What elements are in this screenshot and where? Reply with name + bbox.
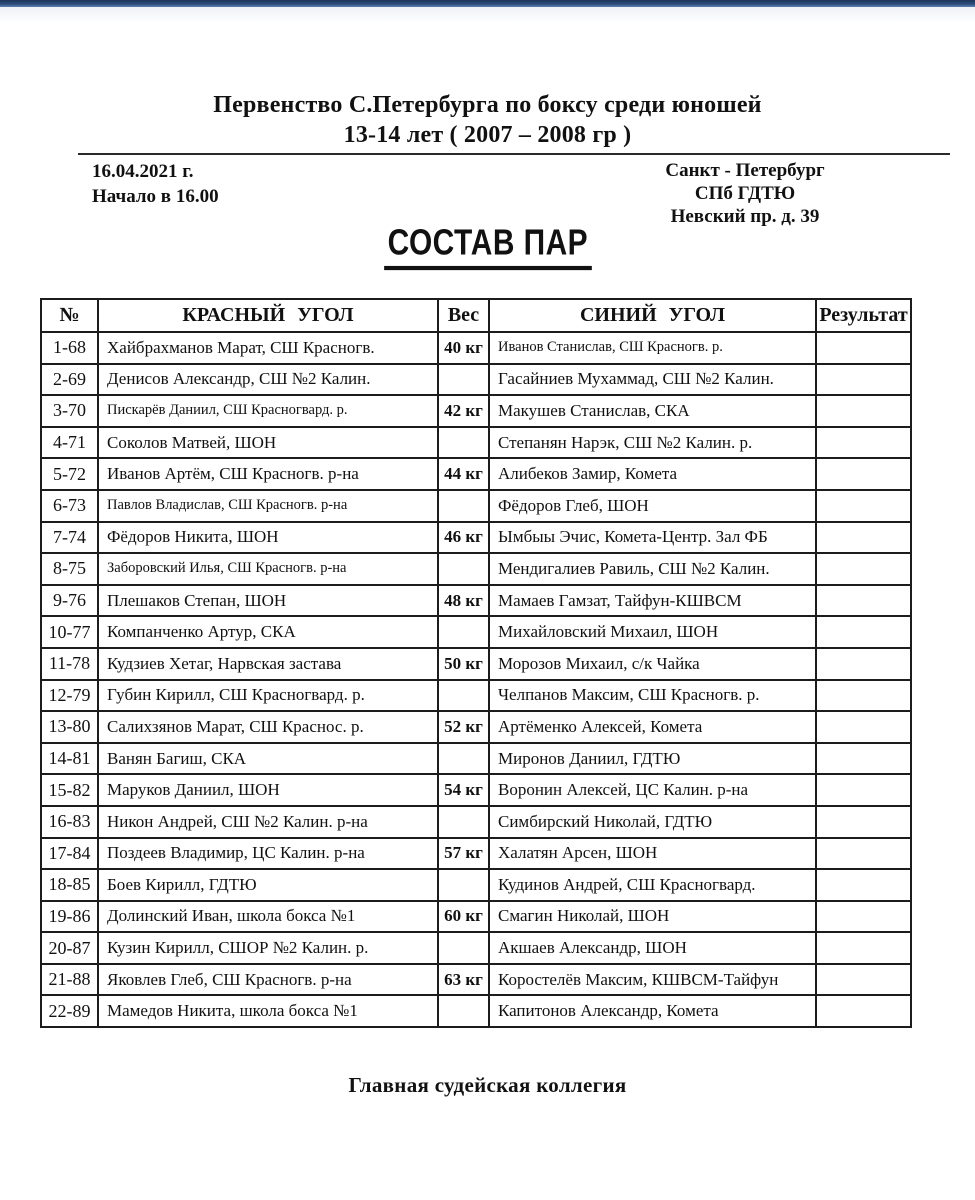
- top-bar-shadow: [0, 7, 975, 23]
- table-row: [41, 458, 911, 490]
- window-top-bar: [0, 0, 975, 7]
- title-line-1: Первенство С.Петербурга по боксу среди юношей: [213, 92, 762, 118]
- column-header-blue-corner: СИНИЙ УГОЛ: [489, 299, 816, 332]
- result-cell: [816, 680, 911, 712]
- red-corner-boxer: Пискарёв Даниил, СШ Красногвард. р.: [98, 395, 438, 427]
- pair-number: 17-84: [41, 838, 98, 870]
- red-corner-boxer: Плешаков Степан, ШОН: [98, 585, 438, 617]
- table-row: [41, 585, 911, 617]
- result-cell: [816, 458, 911, 490]
- weight-class: 44 кг: [438, 458, 489, 490]
- weight-class: 63 кг: [438, 964, 489, 996]
- table-row: [41, 774, 911, 806]
- blue-corner-boxer: Иванов Станислав, СШ Красногв. р.: [489, 332, 816, 364]
- result-cell: [816, 806, 911, 838]
- weight-class: [438, 995, 489, 1027]
- result-cell: [816, 743, 911, 775]
- pair-number: 4-71: [41, 427, 98, 459]
- result-cell: [816, 616, 911, 648]
- table-row: [41, 364, 911, 396]
- result-cell: [816, 711, 911, 743]
- weight-class: 60 кг: [438, 901, 489, 933]
- table-row: [41, 522, 911, 554]
- column-header-weight: Вес: [438, 299, 489, 332]
- result-cell: [816, 995, 911, 1027]
- result-cell: [816, 522, 911, 554]
- table-row: [41, 490, 911, 522]
- table-row: [41, 932, 911, 964]
- weight-class: 48 кг: [438, 585, 489, 617]
- pair-number: 12-79: [41, 680, 98, 712]
- red-corner-boxer: Боев Кирилл, ГДТЮ: [98, 869, 438, 901]
- pair-number: 20-87: [41, 932, 98, 964]
- table-row: [41, 743, 911, 775]
- pair-number: 14-81: [41, 743, 98, 775]
- result-cell: [816, 964, 911, 996]
- table-row: [41, 616, 911, 648]
- column-header-result: Результат: [816, 299, 911, 332]
- blue-corner-boxer: Фёдоров Глеб, ШОН: [489, 490, 816, 522]
- red-corner-boxer: Денисов Александр, СШ №2 Калин.: [98, 364, 438, 396]
- red-corner-boxer: Яковлев Глеб, СШ Красногв. р-на: [98, 964, 438, 996]
- blue-corner-boxer: Воронин Алексей, ЦС Калин. р-на: [489, 774, 816, 806]
- blue-corner-boxer: Акшаев Александр, ШОН: [489, 932, 816, 964]
- pair-number: 18-85: [41, 869, 98, 901]
- table-row: [41, 332, 911, 364]
- weight-class: [438, 680, 489, 712]
- weight-class: [438, 869, 489, 901]
- table-row: [41, 553, 911, 585]
- red-corner-boxer: Иванов Артём, СШ Красногв. р-на: [98, 458, 438, 490]
- result-cell: [816, 838, 911, 870]
- pair-number: 1-68: [41, 332, 98, 364]
- weight-class: 57 кг: [438, 838, 489, 870]
- pairs-table-body: [41, 332, 911, 1027]
- red-corner-boxer: Долинский Иван, школа бокса №1: [98, 901, 438, 933]
- blue-corner-boxer: Гасайниев Мухаммад, СШ №2 Калин.: [489, 364, 816, 396]
- red-corner-boxer: Заборовский Илья, СШ Красногв. р-на: [98, 553, 438, 585]
- weight-class: 54 кг: [438, 774, 489, 806]
- document-title: [0, 90, 975, 150]
- result-cell: [816, 901, 911, 933]
- pair-number: 8-75: [41, 553, 98, 585]
- blue-corner-boxer: Коростелёв Максим, КШВСМ-Тайфун: [489, 964, 816, 996]
- pair-number: 22-89: [41, 995, 98, 1027]
- column-header-number: №: [41, 299, 98, 332]
- weight-class: [438, 743, 489, 775]
- pair-number: 13-80: [41, 711, 98, 743]
- result-cell: [816, 364, 911, 396]
- pair-number: 9-76: [41, 585, 98, 617]
- weight-class: [438, 932, 489, 964]
- weight-class: [438, 806, 489, 838]
- section-heading: [0, 224, 975, 269]
- blue-corner-boxer: Мамаев Гамзат, Тайфун-КШВСМ: [489, 585, 816, 617]
- weight-class: [438, 427, 489, 459]
- title-line-2: 13-14 лет ( 2007 – 2008 гр ): [343, 122, 632, 148]
- result-cell: [816, 932, 911, 964]
- event-start-time: Начало в 16.00: [92, 186, 219, 207]
- blue-corner-boxer: Смагин Николай, ШОН: [489, 901, 816, 933]
- blue-corner-boxer: Халатян Арсен, ШОН: [489, 838, 816, 870]
- result-cell: [816, 774, 911, 806]
- blue-corner-boxer: Мендигалиев Равиль, СШ №2 Калин.: [489, 553, 816, 585]
- blue-corner-boxer: Миронов Даниил, ГДТЮ: [489, 743, 816, 775]
- weight-class: 46 кг: [438, 522, 489, 554]
- result-cell: [816, 332, 911, 364]
- red-corner-boxer: Соколов Матвей, ШОН: [98, 427, 438, 459]
- table-row: [41, 995, 911, 1027]
- red-corner-boxer: Поздеев Владимир, ЦС Калин. р-на: [98, 838, 438, 870]
- pair-number: 16-83: [41, 806, 98, 838]
- pair-number: 15-82: [41, 774, 98, 806]
- table-row: [41, 806, 911, 838]
- result-cell: [816, 490, 911, 522]
- result-cell: [816, 648, 911, 680]
- header-divider: [78, 153, 950, 155]
- blue-corner-boxer: Челпанов Максим, СШ Красногв. р.: [489, 680, 816, 712]
- weight-class: [438, 364, 489, 396]
- weight-class: [438, 490, 489, 522]
- pairs-table: [40, 298, 912, 1028]
- weight-class: [438, 553, 489, 585]
- event-venue: СПб ГДТЮ: [694, 183, 796, 204]
- pair-number: 19-86: [41, 901, 98, 933]
- weight-class: [438, 616, 489, 648]
- result-cell: [816, 585, 911, 617]
- result-cell: [816, 395, 911, 427]
- blue-corner-boxer: Михайловский Михаил, ШОН: [489, 616, 816, 648]
- pair-number: 7-74: [41, 522, 98, 554]
- result-cell: [816, 427, 911, 459]
- pair-number: 5-72: [41, 458, 98, 490]
- table-row: [41, 901, 911, 933]
- blue-corner-boxer: Алибеков Замир, Комета: [489, 458, 816, 490]
- red-corner-boxer: Губин Кирилл, СШ Красногвард. р.: [98, 680, 438, 712]
- table-header-row: [41, 299, 911, 332]
- red-corner-boxer: Маруков Даниил, ШОН: [98, 774, 438, 806]
- table-row: [41, 838, 911, 870]
- red-corner-boxer: Никон Андрей, СШ №2 Калин. р-на: [98, 806, 438, 838]
- table-row: [41, 964, 911, 996]
- blue-corner-boxer: Морозов Михаил, с/к Чайка: [489, 648, 816, 680]
- blue-corner-boxer: Артёменко Алексей, Комета: [489, 711, 816, 743]
- table-row: [41, 427, 911, 459]
- red-corner-boxer: Компанченко Артур, СКА: [98, 616, 438, 648]
- red-corner-boxer: Кузин Кирилл, СШОР №2 Калин. р.: [98, 932, 438, 964]
- pair-number: 2-69: [41, 364, 98, 396]
- pair-number: 3-70: [41, 395, 98, 427]
- blue-corner-boxer: Симбирский Николай, ГДТЮ: [489, 806, 816, 838]
- result-cell: [816, 869, 911, 901]
- red-corner-boxer: Хайбрахманов Марат, СШ Красногв.: [98, 332, 438, 364]
- table-row: [41, 395, 911, 427]
- section-heading-text: СОСТАВ ПАР: [384, 223, 591, 270]
- event-location-block: [595, 159, 895, 228]
- pair-number: 10-77: [41, 616, 98, 648]
- footer-signature: Главная судейская коллегия: [348, 1073, 627, 1097]
- red-corner-boxer: Ванян Багиш, СКА: [98, 743, 438, 775]
- blue-corner-boxer: Макушев Станислав, СКА: [489, 395, 816, 427]
- red-corner-boxer: Мамедов Никита, школа бокса №1: [98, 995, 438, 1027]
- weight-class: 52 кг: [438, 711, 489, 743]
- red-corner-boxer: Кудзиев Хетаг, Нарвская застава: [98, 648, 438, 680]
- blue-corner-boxer: Капитонов Александр, Комета: [489, 995, 816, 1027]
- weight-class: 50 кг: [438, 648, 489, 680]
- red-corner-boxer: Фёдоров Никита, ШОН: [98, 522, 438, 554]
- red-corner-boxer: Павлов Владислав, СШ Красногв. р-на: [98, 490, 438, 522]
- table-row: [41, 648, 911, 680]
- blue-corner-boxer: Кудинов Андрей, СШ Красногвард.: [489, 869, 816, 901]
- table-row: [41, 680, 911, 712]
- event-city: Санкт - Петербург: [665, 160, 825, 181]
- weight-class: 42 кг: [438, 395, 489, 427]
- pair-number: 21-88: [41, 964, 98, 996]
- event-address: Невский пр. д. 39: [670, 206, 820, 227]
- table-row: [41, 869, 911, 901]
- pair-number: 11-78: [41, 648, 98, 680]
- blue-corner-boxer: Степанян Нарэк, СШ №2 Калин. р.: [489, 427, 816, 459]
- result-cell: [816, 553, 911, 585]
- column-header-red-corner: КРАСНЫЙ УГОЛ: [98, 299, 438, 332]
- red-corner-boxer: Салихзянов Марат, СШ Краснос. р.: [98, 711, 438, 743]
- event-date: 16.04.2021 г.: [92, 161, 194, 182]
- weight-class: 40 кг: [438, 332, 489, 364]
- event-date-block: [92, 159, 219, 209]
- blue-corner-boxer: Ымбыы Эчис, Комета-Центр. Зал ФБ: [489, 522, 816, 554]
- table-row: [41, 711, 911, 743]
- pair-number: 6-73: [41, 490, 98, 522]
